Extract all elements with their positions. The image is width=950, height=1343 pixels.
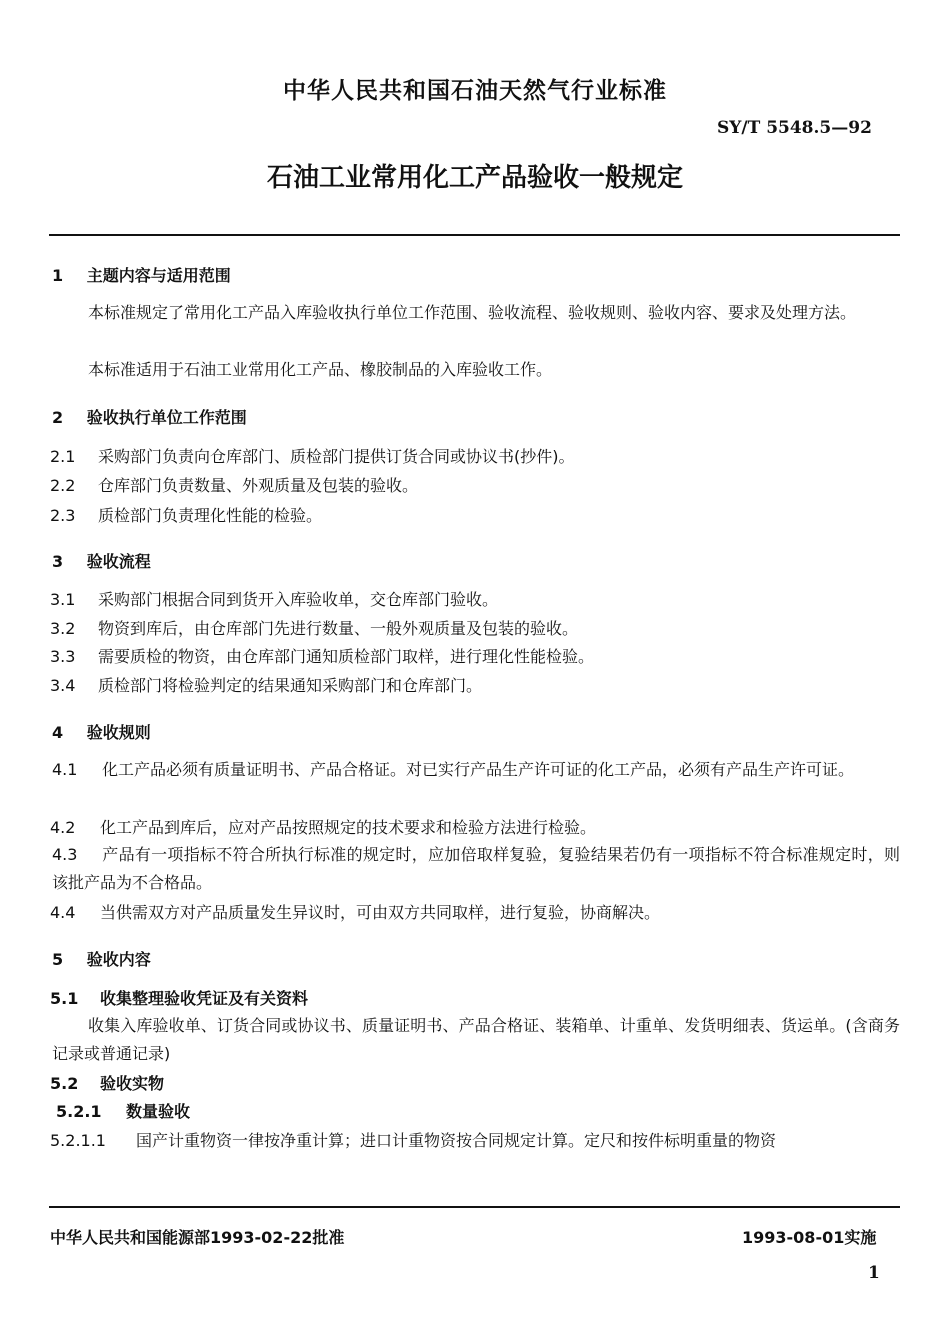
section-title: 验收流程 xyxy=(86,552,151,571)
section-number: 5 xyxy=(52,950,64,969)
clause-4-1 xyxy=(52,756,900,784)
section-1-paragraph-2: 本标准适用于石油工业常用化工产品、橡胶制品的入库验收工作。 xyxy=(88,360,553,379)
clause-5-1-paragraph: 收集入库验收单、订货合同或协议书、质量证明书、产品合格证、装箱单、计重单、发货明细表、货运单。(含商务记录或普通记录) xyxy=(52,1016,900,1063)
clause-number: 3.4 xyxy=(50,676,76,695)
section-3-heading xyxy=(52,551,151,573)
clause-text: 化工产品必须有质量证明书、产品合格证。对已实行产品生产许可证的化工产品，必须有产品生产许可证。 xyxy=(102,760,855,779)
clause-5-2-1-1 xyxy=(50,1130,776,1152)
clause-number: 4.1 xyxy=(52,760,78,779)
section-5-heading xyxy=(52,949,151,971)
clause-3-1 xyxy=(50,589,498,611)
effective-date: 1993-08-01实施 xyxy=(742,1228,877,1247)
clause-number: 4.3 xyxy=(52,845,78,864)
section-title: 验收内容 xyxy=(86,950,151,969)
clause-number: 5.2 xyxy=(50,1074,79,1093)
clause-text: 化工产品到库后，应对产品按照规定的技术要求和检验方法进行检验。 xyxy=(100,818,597,837)
section-title: 验收规则 xyxy=(86,723,151,742)
clause-4-3 xyxy=(52,841,900,897)
clause-number: 4.2 xyxy=(50,818,76,837)
clause-number: 2.1 xyxy=(50,447,76,466)
page-number: 1 xyxy=(868,1263,880,1283)
section-title: 主题内容与适用范围 xyxy=(86,266,231,285)
clause-4-2 xyxy=(50,817,596,839)
clause-text: 产品有一项指标不符合所执行标准的规定时，应加倍取样复验，复验结果若仍有一项指标不符合标准规定时，则该批产品为不合格品。 xyxy=(52,845,900,892)
clause-number: 3.3 xyxy=(50,647,76,666)
clause-text: 采购部门根据合同到货开入库验收单，交仓库部门验收。 xyxy=(98,590,499,609)
clause-text: 仓库部门负责数量、外观质量及包装的验收。 xyxy=(98,476,419,495)
clause-3-3 xyxy=(50,646,594,668)
approval-note: 中华人民共和国能源部1993-02-22批准 xyxy=(50,1228,345,1247)
clause-text: 质检部门将检验判定的结果通知采购部门和仓库部门。 xyxy=(98,676,483,695)
section-number: 4 xyxy=(52,723,64,742)
clause-title: 数量验收 xyxy=(126,1102,191,1121)
clause-text: 采购部门负责向仓库部门、质检部门提供订货合同或协议书(抄件)。 xyxy=(98,447,575,466)
clause-2-1 xyxy=(50,446,575,468)
clause-text: 国产计重物资一律按净重计算；进口计重物资按合同规定计算。定尺和按件标明重量的物资 xyxy=(136,1131,777,1150)
clause-title: 收集整理验收凭证及有关资料 xyxy=(100,989,309,1008)
clause-text: 物资到库后，由仓库部门先进行数量、一般外观质量及包装的验收。 xyxy=(98,619,579,638)
section-4-heading xyxy=(52,722,151,744)
standard-code: SY/T 5548.5—92 xyxy=(717,118,872,138)
clause-number: 2.2 xyxy=(50,476,76,495)
clause-number: 4.4 xyxy=(50,903,76,922)
section-1-paragraph-1: 本标准规定了常用化工产品入库验收执行单位工作范围、验收流程、验收规则、验收内容、要求及处理方法。 xyxy=(88,303,857,322)
clause-title: 验收实物 xyxy=(100,1074,165,1093)
issuing-organization: 中华人民共和国石油天然气行业标准 xyxy=(283,78,667,104)
clause-2-2 xyxy=(50,475,418,497)
footer-divider xyxy=(49,1206,900,1208)
section-1-heading xyxy=(52,265,231,287)
clause-number: 3.1 xyxy=(50,590,76,609)
clause-number: 3.2 xyxy=(50,619,76,638)
clause-text: 质检部门负责理化性能的检验。 xyxy=(98,506,323,525)
section-number: 2 xyxy=(52,408,64,427)
clause-5-1 xyxy=(50,988,308,1010)
clause-number: 2.3 xyxy=(50,506,76,525)
clause-text: 需要质检的物资，由仓库部门通知质检部门取样，进行理化性能检验。 xyxy=(98,647,595,666)
clause-number: 5.2.1.1 xyxy=(50,1131,106,1150)
clause-5-2 xyxy=(50,1073,164,1095)
clause-3-4 xyxy=(50,675,482,697)
header-divider xyxy=(49,234,900,236)
clause-number: 5.1 xyxy=(50,989,79,1008)
section-number: 3 xyxy=(52,552,64,571)
clause-number: 5.2.1 xyxy=(56,1102,102,1121)
clause-text: 当供需双方对产品质量发生异议时，可由双方共同取样，进行复验，协商解决。 xyxy=(100,903,661,922)
section-number: 1 xyxy=(52,266,64,285)
section-2-heading xyxy=(52,407,247,429)
clause-2-3 xyxy=(50,505,322,527)
clause-3-2 xyxy=(50,618,578,640)
document-title: 石油工业常用化工产品验收一般规定 xyxy=(266,163,683,193)
clause-4-4 xyxy=(50,902,660,924)
section-title: 验收执行单位工作范围 xyxy=(86,408,247,427)
clause-5-2-1 xyxy=(56,1101,190,1123)
